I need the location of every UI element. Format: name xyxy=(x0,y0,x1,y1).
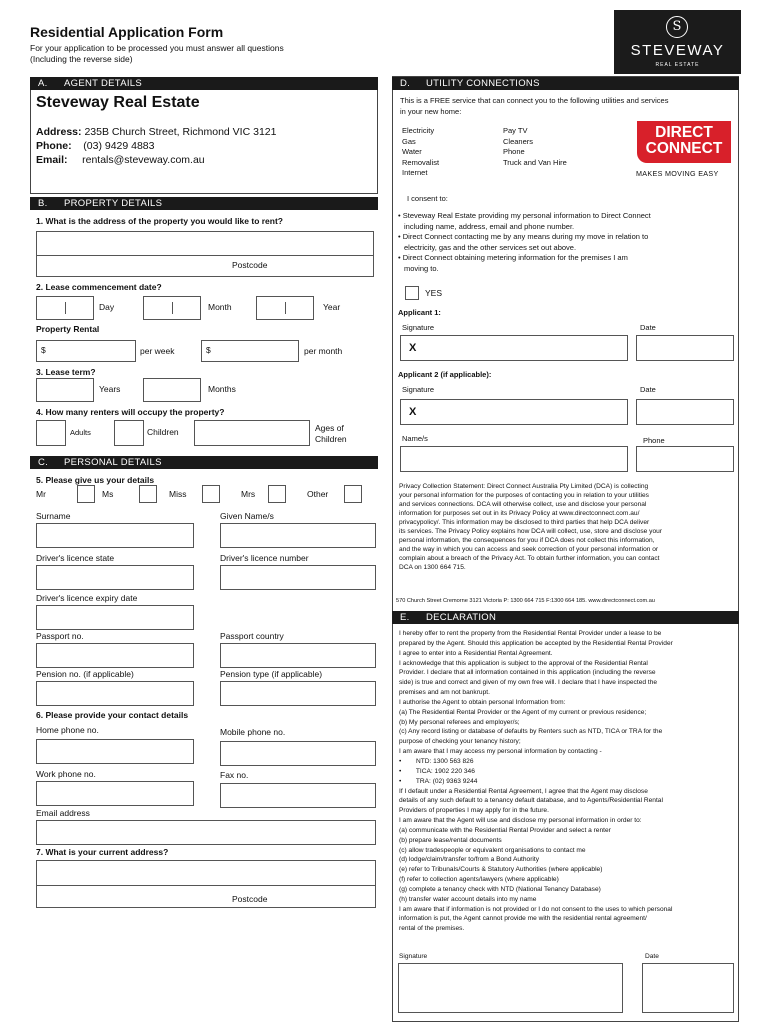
postcode-label: Postcode xyxy=(232,260,268,270)
phone-label: Phone xyxy=(643,436,665,445)
declaration-line: (g) complete a tenancy check with NTD (National Tenancy Database) xyxy=(399,885,601,893)
applicant-1-date-label: Date xyxy=(640,323,656,332)
title-mr-checkbox[interactable] xyxy=(77,485,95,503)
bullet-icon: • xyxy=(398,211,401,220)
title-mrs-label: Mrs xyxy=(241,489,256,499)
title-mr-label: Mr xyxy=(36,489,46,499)
fax-input[interactable] xyxy=(220,783,376,808)
declaration-line: Provider. I declare that all information contained in this application (including the reverse xyxy=(399,669,656,677)
day-label: Day xyxy=(99,302,115,312)
declaration-line: (a) The Residential Rental Provider or the Agent of my current or previous residence; xyxy=(399,708,647,716)
utility-intro: This is a FREE service that can connect you to the following utilities and services in your new home: xyxy=(400,96,669,116)
question-1: 1. What is the address of the property you would like to rent? xyxy=(36,216,284,226)
declaration-line: (e) refer to Tribunals/Courts & Statutory Authorities (where applicable) xyxy=(399,866,603,874)
rent-per-week-input[interactable]: $ xyxy=(36,340,136,362)
declaration-line: (b) prepare lease/rental documents xyxy=(399,836,502,844)
declaration-line: information is put, the Agent cannot provide me with the residential rental agreement/ xyxy=(399,915,647,923)
direct-connect-tagline: MAKES MOVING EASY xyxy=(636,169,719,178)
declaration-line: I authorise the Agent to obtain personal Information from: xyxy=(399,698,566,706)
address-divider xyxy=(36,255,374,256)
section-b-header: B. PROPERTY DETAILS xyxy=(30,197,378,210)
title-other-label: Other xyxy=(307,489,329,499)
licence-expiry-input[interactable] xyxy=(36,605,194,630)
steveway-logo: S STEVEWAY REAL ESTATE xyxy=(614,10,741,74)
month-input[interactable] xyxy=(143,296,201,320)
current-address-input[interactable] xyxy=(36,860,376,908)
title-ms-checkbox[interactable] xyxy=(139,485,157,503)
declaration-line: (c) allow tradespeople or equivalent organisations to contact me xyxy=(399,846,586,854)
names-label: Name/s xyxy=(402,434,428,443)
children-ages-input[interactable] xyxy=(194,420,310,446)
day-input[interactable] xyxy=(36,296,94,320)
declaration-line: (c) Any record listing or database of defaults by Renters such as NTD, TICA or TRA for the xyxy=(399,728,663,736)
licence-state-label: Driver's licence state xyxy=(36,553,115,563)
section-e-header: E. DECLARATION xyxy=(392,611,739,624)
given-names-label: Given Name/s xyxy=(220,511,274,521)
title-ms-label: Ms xyxy=(102,489,114,499)
declaration-line: I acknowledge that this application is subject to the approval of the Residential Rental xyxy=(399,659,648,667)
consent-bullets: • Steveway Real Estate providing my personal information to Direct Connect including name, address, email and phone number. • Direct Connect contacting me by any means during my move in relation to electricity, gas and the other services set out above. • Direct Connect obtaining metering information for the premises I am moving to. xyxy=(398,211,651,273)
licence-number-label: Driver's licence number xyxy=(220,553,309,563)
question-5: 5. Please give us your details xyxy=(36,475,155,485)
property-rental-label: Property Rental xyxy=(36,324,100,334)
applicant-1-date-input[interactable] xyxy=(636,335,734,361)
bullet-icon: • xyxy=(398,232,401,241)
passport-number-input[interactable] xyxy=(36,643,194,668)
month-label: Month xyxy=(208,302,232,312)
declaration-line: (h) transfer water account details into my name xyxy=(399,895,537,903)
utility-list-2: Pay TV Cleaners Phone Truck and Van Hire xyxy=(503,126,567,167)
pension-type-label: Pension type (if applicable) xyxy=(220,669,323,679)
declaration-line: If I default under a Residential Rental Agreement, I agree that the Agent may disclose xyxy=(399,787,648,795)
applicant-2-label: Applicant 2 (if applicable): xyxy=(398,370,492,379)
current-postcode-label: Postcode xyxy=(232,894,268,904)
section-a-header: A. AGENT DETAILS xyxy=(30,77,378,90)
pension-number-label: Pension no. (if applicable) xyxy=(36,669,134,679)
declaration-line: I hereby offer to rent the property from the Residential Rental Provider under a lease to be xyxy=(399,630,662,637)
year-label: Year xyxy=(323,302,341,312)
per-week-label: per week xyxy=(140,346,175,356)
applicant-1-label: Applicant 1: xyxy=(398,308,441,317)
ages-of-children-label: Ages of Children xyxy=(315,423,347,444)
question-2: 2. Lease commencement date? xyxy=(36,282,162,292)
title-miss-label: Miss xyxy=(169,489,187,499)
question-7: 7. What is your current address? xyxy=(36,847,169,857)
per-month-label: per month xyxy=(304,346,343,356)
question-4: 4. How many renters will occupy the property? xyxy=(36,407,225,417)
property-address-input[interactable] xyxy=(36,231,374,277)
passport-country-input[interactable] xyxy=(220,643,376,668)
consent-yes-label: YES xyxy=(425,288,443,298)
section-c-header: C. PERSONAL DETAILS xyxy=(30,456,378,469)
licence-number-input[interactable] xyxy=(220,565,376,590)
declaration-line: (d) lodge/claim/transfer to/from a Bond Authority xyxy=(399,856,539,864)
passport-country-label: Passport country xyxy=(220,631,284,641)
title-mrs-checkbox[interactable] xyxy=(268,485,286,503)
email-address-label: Email address xyxy=(36,808,90,818)
applicant-1-signature-label: Signature xyxy=(402,323,435,332)
declaration-line: • TRA: (02) 9363 9244 xyxy=(399,777,478,785)
declaration-line: purpose of checking your tenancy history; xyxy=(399,738,521,746)
applicant-1-signature-input[interactable]: X xyxy=(400,335,628,361)
declaration-signature-label: Signature xyxy=(399,953,428,960)
question-6: 6. Please provide your contact details xyxy=(36,710,189,720)
adults-count-input[interactable] xyxy=(36,420,66,446)
work-phone-label: Work phone no. xyxy=(36,769,96,779)
pension-type-input[interactable] xyxy=(220,681,376,706)
home-phone-input[interactable] xyxy=(36,739,194,764)
declaration-date-input[interactable] xyxy=(642,963,734,1013)
declaration-signature-input[interactable] xyxy=(398,963,623,1013)
current-address-divider xyxy=(36,885,376,886)
form-subtitle: For your application to be processed you must answer all questions (Including the reverse side) xyxy=(30,43,284,64)
fax-label: Fax no. xyxy=(220,770,249,780)
passport-number-label: Passport no. xyxy=(36,631,84,641)
declaration-line: I am aware that the Agent will use and disclose my personal information in order to: xyxy=(399,817,642,825)
declaration-text xyxy=(399,629,737,934)
phone-input[interactable] xyxy=(636,446,734,472)
year-input[interactable] xyxy=(256,296,314,320)
surname-input[interactable] xyxy=(36,523,194,548)
licence-state-input[interactable] xyxy=(36,565,194,590)
years-label: Years xyxy=(99,384,121,394)
form-title: Residential Application Form xyxy=(30,24,224,40)
declaration-line: I agree to enter into a Residential Rental Agreement. xyxy=(399,649,553,657)
direct-connect-logo: DIRECT CONNECT xyxy=(637,121,731,163)
declaration-line: • TICA: 1902 220 346 xyxy=(399,767,475,775)
question-3: 3. Lease term? xyxy=(36,367,96,377)
privacy-statement: Privacy Collection Statement: Direct Connect Australia Pty Limited (DCA) is collecting your personal information for the purposes of contacting you in relation to your utilities and services connections. DCA will otherwise collect, use and disclose your personal information for purposes set out in its Privacy Policy at www.directconnect.com.au/ privacypolicy/. This information may be disclosed to third parties that help DCA deliver its services. The Privacy Policy explains how DCA will collect, use, store and disclose your personal information, the consequences for you if DCA does not collect this information, and the way in which you can access and seek correction of your personal information or complain about a breach of the Privacy Act. To obtain further information, you can contact DCA on 1300 664 715. xyxy=(399,483,662,571)
applicant-2-date-label: Date xyxy=(640,385,656,394)
mobile-phone-label: Mobile phone no. xyxy=(220,727,286,737)
bullet-icon: • xyxy=(398,253,401,262)
lease-years-input[interactable] xyxy=(36,378,94,402)
applicant-2-date-input[interactable] xyxy=(636,399,734,425)
declaration-line: • NTD: 1300 563 826 xyxy=(399,757,474,765)
adults-label: Adults xyxy=(70,428,91,437)
title-miss-checkbox[interactable] xyxy=(202,485,220,503)
declaration-line: prepared by the Agent. Should this application be accepted by the Residential Rental Provider xyxy=(399,639,673,647)
agent-name: Steveway Real Estate xyxy=(36,94,200,111)
declaration-line: (b) My personal referees and employer/s; xyxy=(399,718,520,726)
rent-per-month-input[interactable]: $ xyxy=(201,340,299,362)
direct-connect-footer: 570 Church Street Cremorne 3121 Victoria P: 1300 664 715 F:1300 664 185. www.directconnect.com.au xyxy=(396,598,655,604)
declaration-line: (a) communicate with the Residential Rental Provider and select a renter xyxy=(399,826,611,834)
home-phone-label: Home phone no. xyxy=(36,725,99,735)
utility-list-1: Electricity Gas Water Removalist Internet xyxy=(402,126,440,177)
declaration-line: (f) refer to collection agents/lawyers (where applicable) xyxy=(399,876,559,884)
section-d-header: D. UTILITY CONNECTIONS xyxy=(392,77,739,90)
applicant-2-signature-label: Signature xyxy=(402,385,435,394)
lease-months-input[interactable] xyxy=(143,378,201,402)
consent-label: I consent to: xyxy=(407,194,448,203)
declaration-date-label: Date xyxy=(645,953,659,960)
children-label: Children xyxy=(147,427,179,437)
agent-contact: Address: 235B Church Street, Richmond VIC 3121 Phone: (03) 9429 4883 Email: rentals@steveway.com.au xyxy=(36,126,277,166)
declaration-line: side) is true and correct and given of my own free will. I declare that I have inspected the xyxy=(399,679,658,687)
applicant-2-signature-input[interactable]: X xyxy=(400,399,628,425)
title-other-checkbox[interactable] xyxy=(344,485,362,503)
email-address-input[interactable] xyxy=(36,820,376,845)
declaration-line: Providers of properties I may apply for in the future. xyxy=(399,807,549,815)
children-count-input[interactable] xyxy=(114,420,144,446)
licence-expiry-label: Driver's licence expiry date xyxy=(36,593,138,603)
declaration-line: rental of the premises. xyxy=(399,925,465,933)
names-input[interactable] xyxy=(400,446,628,472)
declaration-line: I am aware that I may access my personal information by contacting - xyxy=(399,748,602,756)
mobile-phone-input[interactable] xyxy=(220,741,376,766)
declaration-line: premises and am not bankrupt. xyxy=(399,689,490,697)
logo-mark-icon: S xyxy=(666,16,688,38)
declaration-line: details of any such default to a tenancy default database, and to Agents/Residential Rental xyxy=(399,797,663,805)
months-label: Months xyxy=(208,384,236,394)
declaration-line: I am aware that if information is not provided or I do not consent to the uses to which personal xyxy=(399,905,673,913)
surname-label: Surname xyxy=(36,511,71,521)
pension-number-input[interactable] xyxy=(36,681,194,706)
work-phone-input[interactable] xyxy=(36,781,194,806)
consent-yes-checkbox[interactable] xyxy=(405,286,419,300)
given-names-input[interactable] xyxy=(220,523,376,548)
